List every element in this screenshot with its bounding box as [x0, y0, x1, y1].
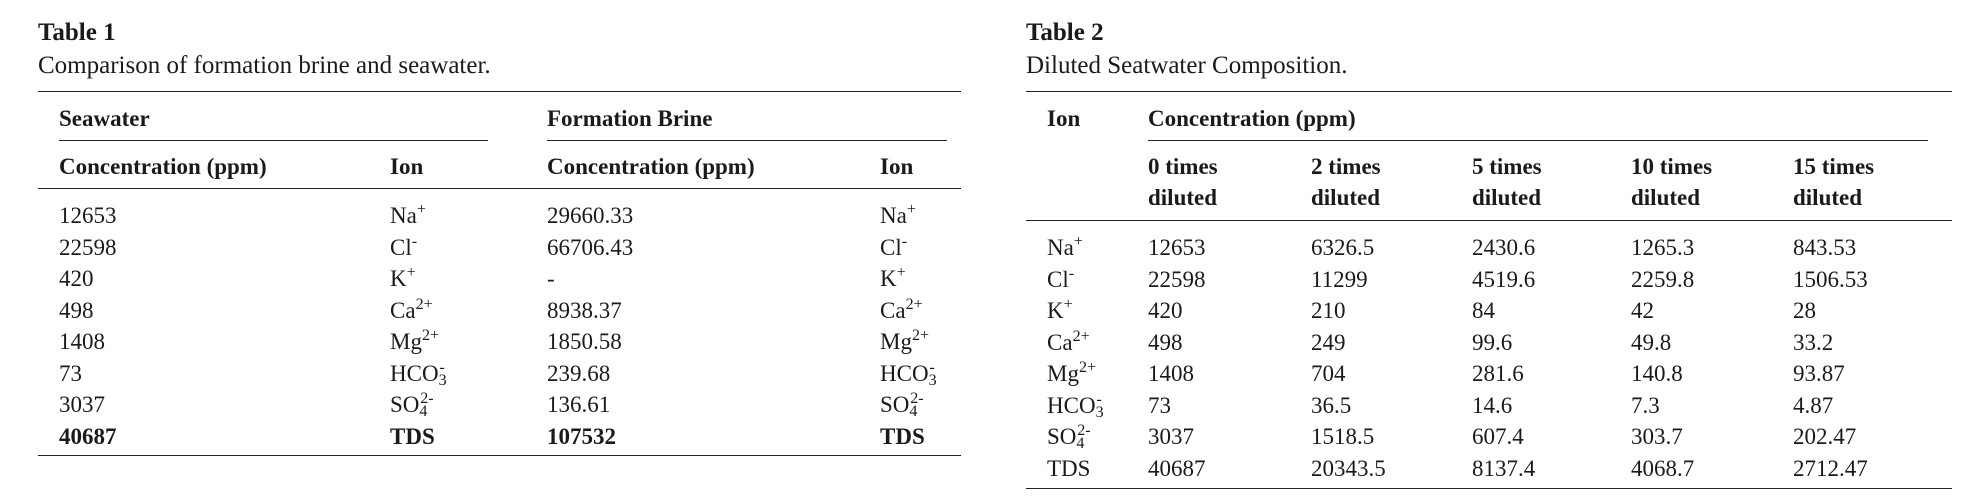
- ion-charge: 2+: [421, 327, 440, 345]
- concentration-cell: 249: [1311, 329, 1346, 355]
- ion-symbol: HCO: [390, 360, 439, 386]
- col-header-sw-concentration: Concentration (ppm): [59, 154, 267, 179]
- ion-charge: -: [1068, 264, 1075, 282]
- concentration-cell: 93.87: [1793, 361, 1845, 386]
- ion-charge: -: [929, 358, 935, 376]
- concentration-cell: 202.47: [1793, 424, 1857, 449]
- concentration-cell: 73: [1148, 392, 1171, 418]
- dilution-header-4-line-1: diluted: [1793, 185, 1863, 210]
- formation-brine-group-rule: [547, 140, 947, 141]
- formation-brine-concentration-cell: -: [547, 266, 555, 291]
- seawater-ion-cell: [390, 326, 439, 357]
- ion-subscript: 4: [419, 403, 428, 421]
- ion-symbol: Cl: [1047, 266, 1069, 292]
- ion-symbol: K: [880, 266, 897, 291]
- ion-charge: +: [1073, 233, 1083, 251]
- seawater-concentration-cell: 22598: [59, 234, 117, 260]
- ion-symbol: Ca: [390, 297, 416, 323]
- seawater-ion-cell: [390, 263, 416, 294]
- ion-symbol: K: [1047, 298, 1064, 323]
- seawater-concentration-cell: 1408: [59, 329, 105, 354]
- ion-charge: 2-: [910, 390, 924, 408]
- ion-symbol: SO: [1047, 424, 1077, 449]
- ion-charge: 2-: [420, 390, 434, 408]
- concentration-cell: 49.8: [1631, 329, 1672, 355]
- table-2-header-rule: [1026, 220, 1952, 221]
- concentration-cell: 4519.6: [1472, 266, 1536, 292]
- formation-brine-concentration-cell: 239.68: [547, 360, 611, 386]
- ion-charge: +: [406, 264, 416, 282]
- concentration-cell: 4.87: [1793, 392, 1834, 418]
- ion-cell: [1047, 421, 1091, 452]
- ion-charge: +: [1063, 296, 1073, 314]
- dilution-header-4-line-0: 15 times: [1793, 154, 1875, 179]
- concentration-cell: 210: [1311, 298, 1346, 323]
- concentration-cell: 281.6: [1472, 361, 1524, 386]
- ion-charge: 2+: [415, 295, 433, 313]
- seawater-concentration-cell: 3037: [59, 392, 105, 417]
- concentration-cell: 99.6: [1472, 329, 1513, 355]
- formation-brine-group-header: Formation Brine: [547, 106, 713, 131]
- ion-charge: -: [901, 232, 908, 250]
- concentration-cell: 498: [1148, 329, 1183, 355]
- ion-symbol: HCO: [1047, 392, 1096, 418]
- dilution-header-3-line-0: 10 times: [1631, 154, 1713, 179]
- concentration-cell: 7.3: [1631, 392, 1660, 418]
- ion-charge: +: [896, 264, 906, 282]
- table-1-header-rule: [38, 188, 961, 189]
- formation-brine-ion-cell: [880, 421, 925, 452]
- ion-cell: [1047, 327, 1090, 358]
- ion-symbol: SO: [390, 392, 420, 417]
- formation-brine-concentration-cell: 29660.33: [547, 203, 634, 228]
- ion-symbol: Na: [1047, 235, 1074, 260]
- concentration-cell: 8137.4: [1472, 455, 1536, 481]
- col-header-ion: Ion: [1047, 106, 1081, 131]
- ion-cell: [1047, 232, 1083, 263]
- seawater-group-header: Seawater: [59, 106, 150, 131]
- dilution-header-1-line-1: diluted: [1311, 185, 1381, 210]
- ion-subscript: 3: [1095, 403, 1104, 421]
- dilution-header-3-line-1: diluted: [1631, 185, 1701, 210]
- dilution-header-1-line-0: 2 times: [1311, 154, 1381, 179]
- dilution-header-0-line-1: diluted: [1148, 185, 1218, 210]
- col-header-fb-ion: Ion: [880, 154, 914, 179]
- ion-symbol: Na: [390, 203, 417, 228]
- ion-symbol: Cl: [390, 234, 412, 260]
- seawater-concentration-cell: 40687: [59, 423, 117, 449]
- concentration-cell: 11299: [1311, 266, 1368, 292]
- col-header-sw-ion: Ion: [390, 154, 424, 179]
- ion-subscript: 4: [1076, 435, 1085, 453]
- ion-symbol: SO: [880, 392, 910, 417]
- concentration-cell: 36.5: [1311, 392, 1352, 418]
- concentration-cell: 14.6: [1472, 392, 1513, 418]
- ion-charge: 2+: [1072, 327, 1090, 345]
- ion-charge: +: [416, 201, 426, 219]
- table-2-title: Table 2: [1026, 19, 1104, 46]
- formation-brine-ion-cell: [880, 232, 907, 263]
- table-2-top-rule: [1026, 91, 1952, 92]
- concentration-cell: 3037: [1148, 424, 1194, 449]
- table-1-bottom-rule: [38, 455, 961, 456]
- ion-symbol: Ca: [880, 297, 906, 323]
- ion-symbol: TDS: [880, 423, 925, 449]
- dilution-header-2-line-1: diluted: [1472, 185, 1542, 210]
- concentration-cell: 140.8: [1631, 361, 1683, 386]
- seawater-ion-cell: [390, 421, 435, 452]
- formation-brine-concentration-cell: 8938.37: [547, 297, 622, 323]
- table-1: [38, 16, 961, 449]
- dilution-header-2-line-0: 5 times: [1472, 154, 1542, 179]
- col-header-fb-concentration: Concentration (ppm): [547, 154, 755, 179]
- concentration-cell: 6326.5: [1311, 235, 1375, 260]
- ion-cell: [1047, 453, 1090, 484]
- formation-brine-ion-cell: [880, 200, 916, 231]
- ion-subscript: 4: [909, 403, 918, 421]
- dilution-header-0-line-0: 0 times: [1148, 154, 1218, 179]
- table-1-caption: Comparison of formation brine and seawater.: [38, 52, 491, 79]
- ion-charge: -: [411, 232, 418, 250]
- ion-cell: [1047, 390, 1102, 421]
- concentration-cell: 607.4: [1472, 424, 1524, 449]
- concentration-cell: 42: [1631, 298, 1654, 323]
- concentration-cell: 2430.6: [1472, 235, 1536, 260]
- ion-charge: 2-: [1077, 422, 1091, 440]
- ion-charge: -: [1096, 390, 1102, 408]
- concentration-cell: 2712.47: [1793, 455, 1868, 481]
- concentration-group-rule: [1148, 140, 1928, 141]
- formation-brine-ion-cell: [880, 263, 906, 294]
- seawater-concentration-cell: 420: [59, 266, 94, 291]
- concentration-cell: 1408: [1148, 361, 1194, 386]
- seawater-group-rule: [59, 140, 488, 141]
- ion-symbol: K: [390, 266, 407, 291]
- table-2-caption: Diluted Seatwater Composition.: [1026, 52, 1348, 79]
- concentration-cell: 40687: [1148, 455, 1206, 481]
- seawater-concentration-cell: 73: [59, 360, 82, 386]
- ion-symbol: Ca: [1047, 329, 1073, 355]
- ion-symbol: Cl: [880, 234, 902, 260]
- ion-charge: 2+: [1078, 359, 1097, 377]
- seawater-ion-cell: [390, 389, 434, 420]
- formation-brine-concentration-cell: 136.61: [547, 392, 611, 417]
- concentration-cell: 1265.3: [1631, 235, 1695, 260]
- concentration-cell: 704: [1311, 361, 1346, 386]
- table-2-bottom-rule: [1026, 488, 1952, 489]
- formation-brine-concentration-cell: 66706.43: [547, 234, 634, 260]
- concentration-cell: 1518.5: [1311, 424, 1375, 449]
- formation-brine-ion-cell: [880, 295, 923, 326]
- seawater-ion-cell: [390, 358, 445, 389]
- table-1-top-rule: [38, 91, 961, 92]
- ion-symbol: Na: [880, 203, 907, 228]
- formation-brine-concentration-cell: 107532: [547, 423, 616, 449]
- concentration-cell: 4068.7: [1631, 455, 1695, 481]
- seawater-ion-cell: [390, 232, 417, 263]
- concentration-cell: 843.53: [1793, 235, 1857, 260]
- concentration-group-header: Concentration (ppm): [1148, 106, 1356, 131]
- concentration-cell: 2259.8: [1631, 266, 1695, 292]
- ion-cell: [1047, 358, 1096, 389]
- concentration-cell: 28: [1793, 298, 1816, 323]
- seawater-ion-cell: [390, 200, 426, 231]
- concentration-cell: 303.7: [1631, 424, 1683, 449]
- concentration-cell: 84: [1472, 298, 1495, 323]
- formation-brine-ion-cell: [880, 326, 929, 357]
- concentration-cell: 12653: [1148, 235, 1206, 260]
- table-1-title: Table 1: [38, 19, 116, 46]
- ion-symbol: TDS: [390, 423, 435, 449]
- ion-subscript: 3: [438, 371, 447, 389]
- ion-symbol: TDS: [1047, 455, 1091, 481]
- concentration-cell: 1506.53: [1793, 266, 1868, 292]
- seawater-ion-cell: [390, 295, 433, 326]
- ion-charge: 2+: [905, 295, 923, 313]
- formation-brine-concentration-cell: 1850.58: [547, 329, 622, 354]
- ion-symbol: Mg: [1047, 361, 1079, 386]
- table-2: [1026, 16, 1952, 481]
- ion-cell: [1047, 295, 1073, 326]
- ion-cell: [1047, 264, 1074, 295]
- ion-symbol: Mg: [390, 329, 422, 354]
- seawater-concentration-cell: 498: [59, 297, 94, 323]
- ion-symbol: Mg: [880, 329, 912, 354]
- formation-brine-ion-cell: [880, 358, 935, 389]
- ion-symbol: HCO: [880, 360, 929, 386]
- concentration-cell: 420: [1148, 298, 1183, 323]
- concentration-cell: 33.2: [1793, 329, 1834, 355]
- ion-subscript: 3: [928, 371, 937, 389]
- seawater-concentration-cell: 12653: [59, 203, 117, 228]
- formation-brine-ion-cell: [880, 389, 924, 420]
- ion-charge: -: [439, 358, 445, 376]
- concentration-cell: 20343.5: [1311, 455, 1386, 481]
- ion-charge: 2+: [911, 327, 930, 345]
- concentration-cell: 22598: [1148, 266, 1206, 292]
- ion-charge: +: [906, 201, 916, 219]
